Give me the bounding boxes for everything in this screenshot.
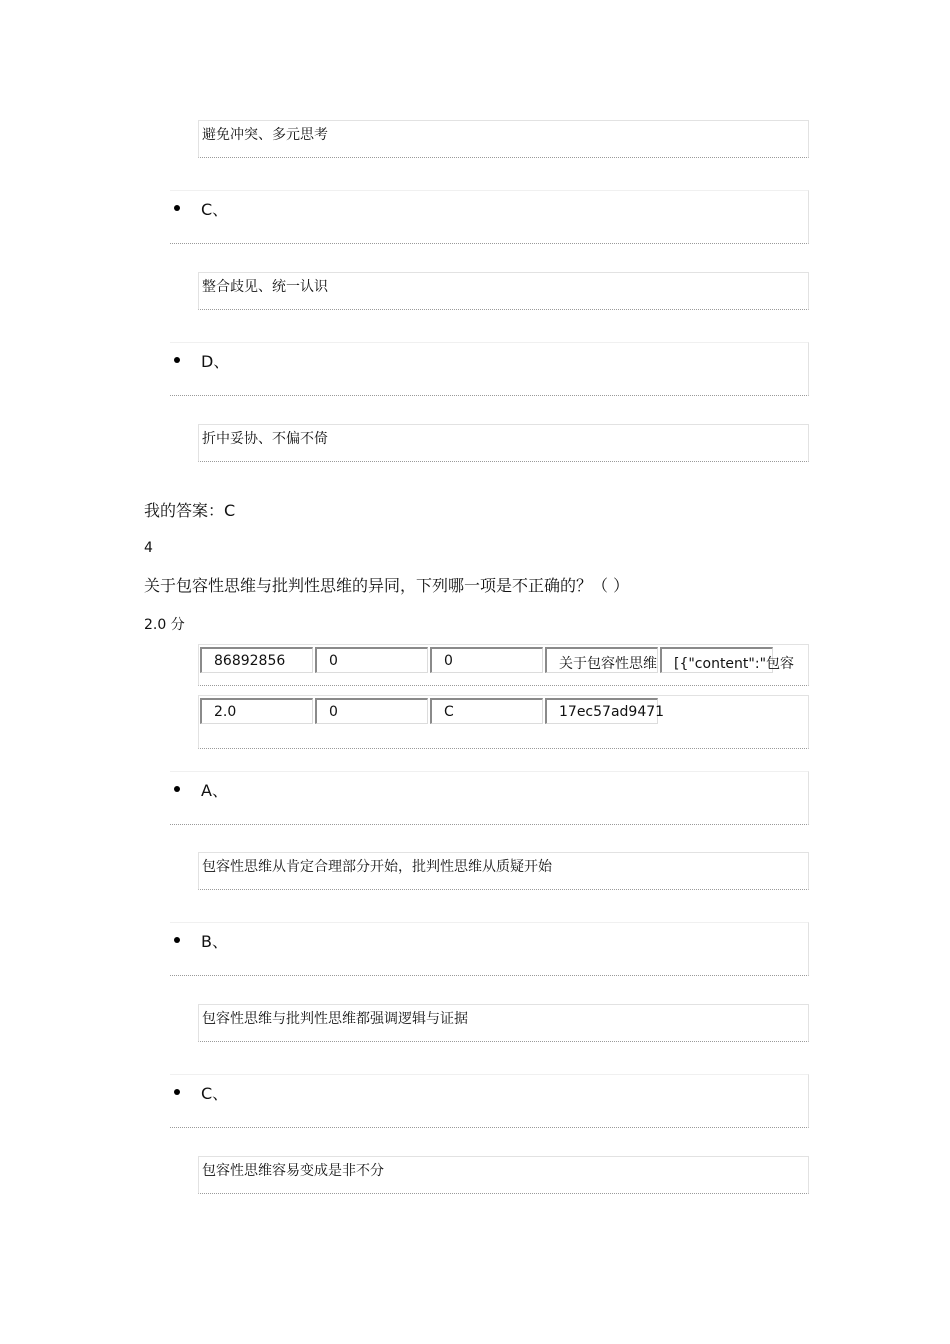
option-c-row[interactable]	[170, 190, 809, 244]
option-a-label: A、	[201, 781, 228, 800]
field-b[interactable]: 0	[430, 647, 543, 673]
option-b-text-q4: 包容性思维与批判性思维都强调逻辑与证据	[198, 1004, 809, 1042]
option-c-label-q4: C、	[201, 1084, 229, 1103]
option-a-text: 包容性思维从肯定合理部分开始，批判性思维从质疑开始	[198, 852, 809, 890]
field-c[interactable]: 0	[315, 698, 428, 724]
option-d-row[interactable]	[170, 342, 809, 396]
option-c-text-q4: 包容性思维容易变成是非不分	[198, 1156, 809, 1194]
bullet-icon	[174, 205, 180, 211]
question-number: 4	[144, 540, 153, 556]
field-id[interactable]: 86892856	[200, 647, 313, 673]
field-answer[interactable]: C	[430, 698, 543, 724]
hidden-fields-row-2	[198, 695, 809, 749]
field-content[interactable]: [{"content":"包容	[660, 647, 773, 673]
option-c-row-q4[interactable]	[170, 1074, 809, 1128]
option-b-text: 避免冲突、多元思考	[198, 120, 809, 158]
option-c-label: C、	[201, 200, 229, 219]
my-answer: 我的答案：C	[144, 501, 236, 520]
field-a[interactable]: 0	[315, 647, 428, 673]
hidden-fields-row-1	[198, 644, 809, 686]
option-a-row[interactable]	[170, 771, 809, 825]
bullet-icon	[174, 937, 180, 943]
field-title[interactable]: 关于包容性思维	[545, 647, 658, 673]
field-score[interactable]: 2.0	[200, 698, 313, 724]
option-b-row[interactable]	[170, 922, 809, 976]
bullet-icon	[174, 786, 180, 792]
option-b-label: B、	[201, 932, 228, 951]
option-d-label: D、	[201, 352, 230, 371]
bullet-icon	[174, 357, 180, 363]
question-score: 2.0 分	[144, 617, 185, 633]
bullet-icon	[174, 1089, 180, 1095]
question-stem: 关于包容性思维与批判性思维的异同，下列哪一项是不正确的？（ ）	[144, 576, 630, 595]
field-hash[interactable]: 17ec57ad9471	[545, 698, 658, 724]
option-d-text: 折中妥协、不偏不倚	[198, 424, 809, 462]
option-c-text: 整合歧见、统一认识	[198, 272, 809, 310]
